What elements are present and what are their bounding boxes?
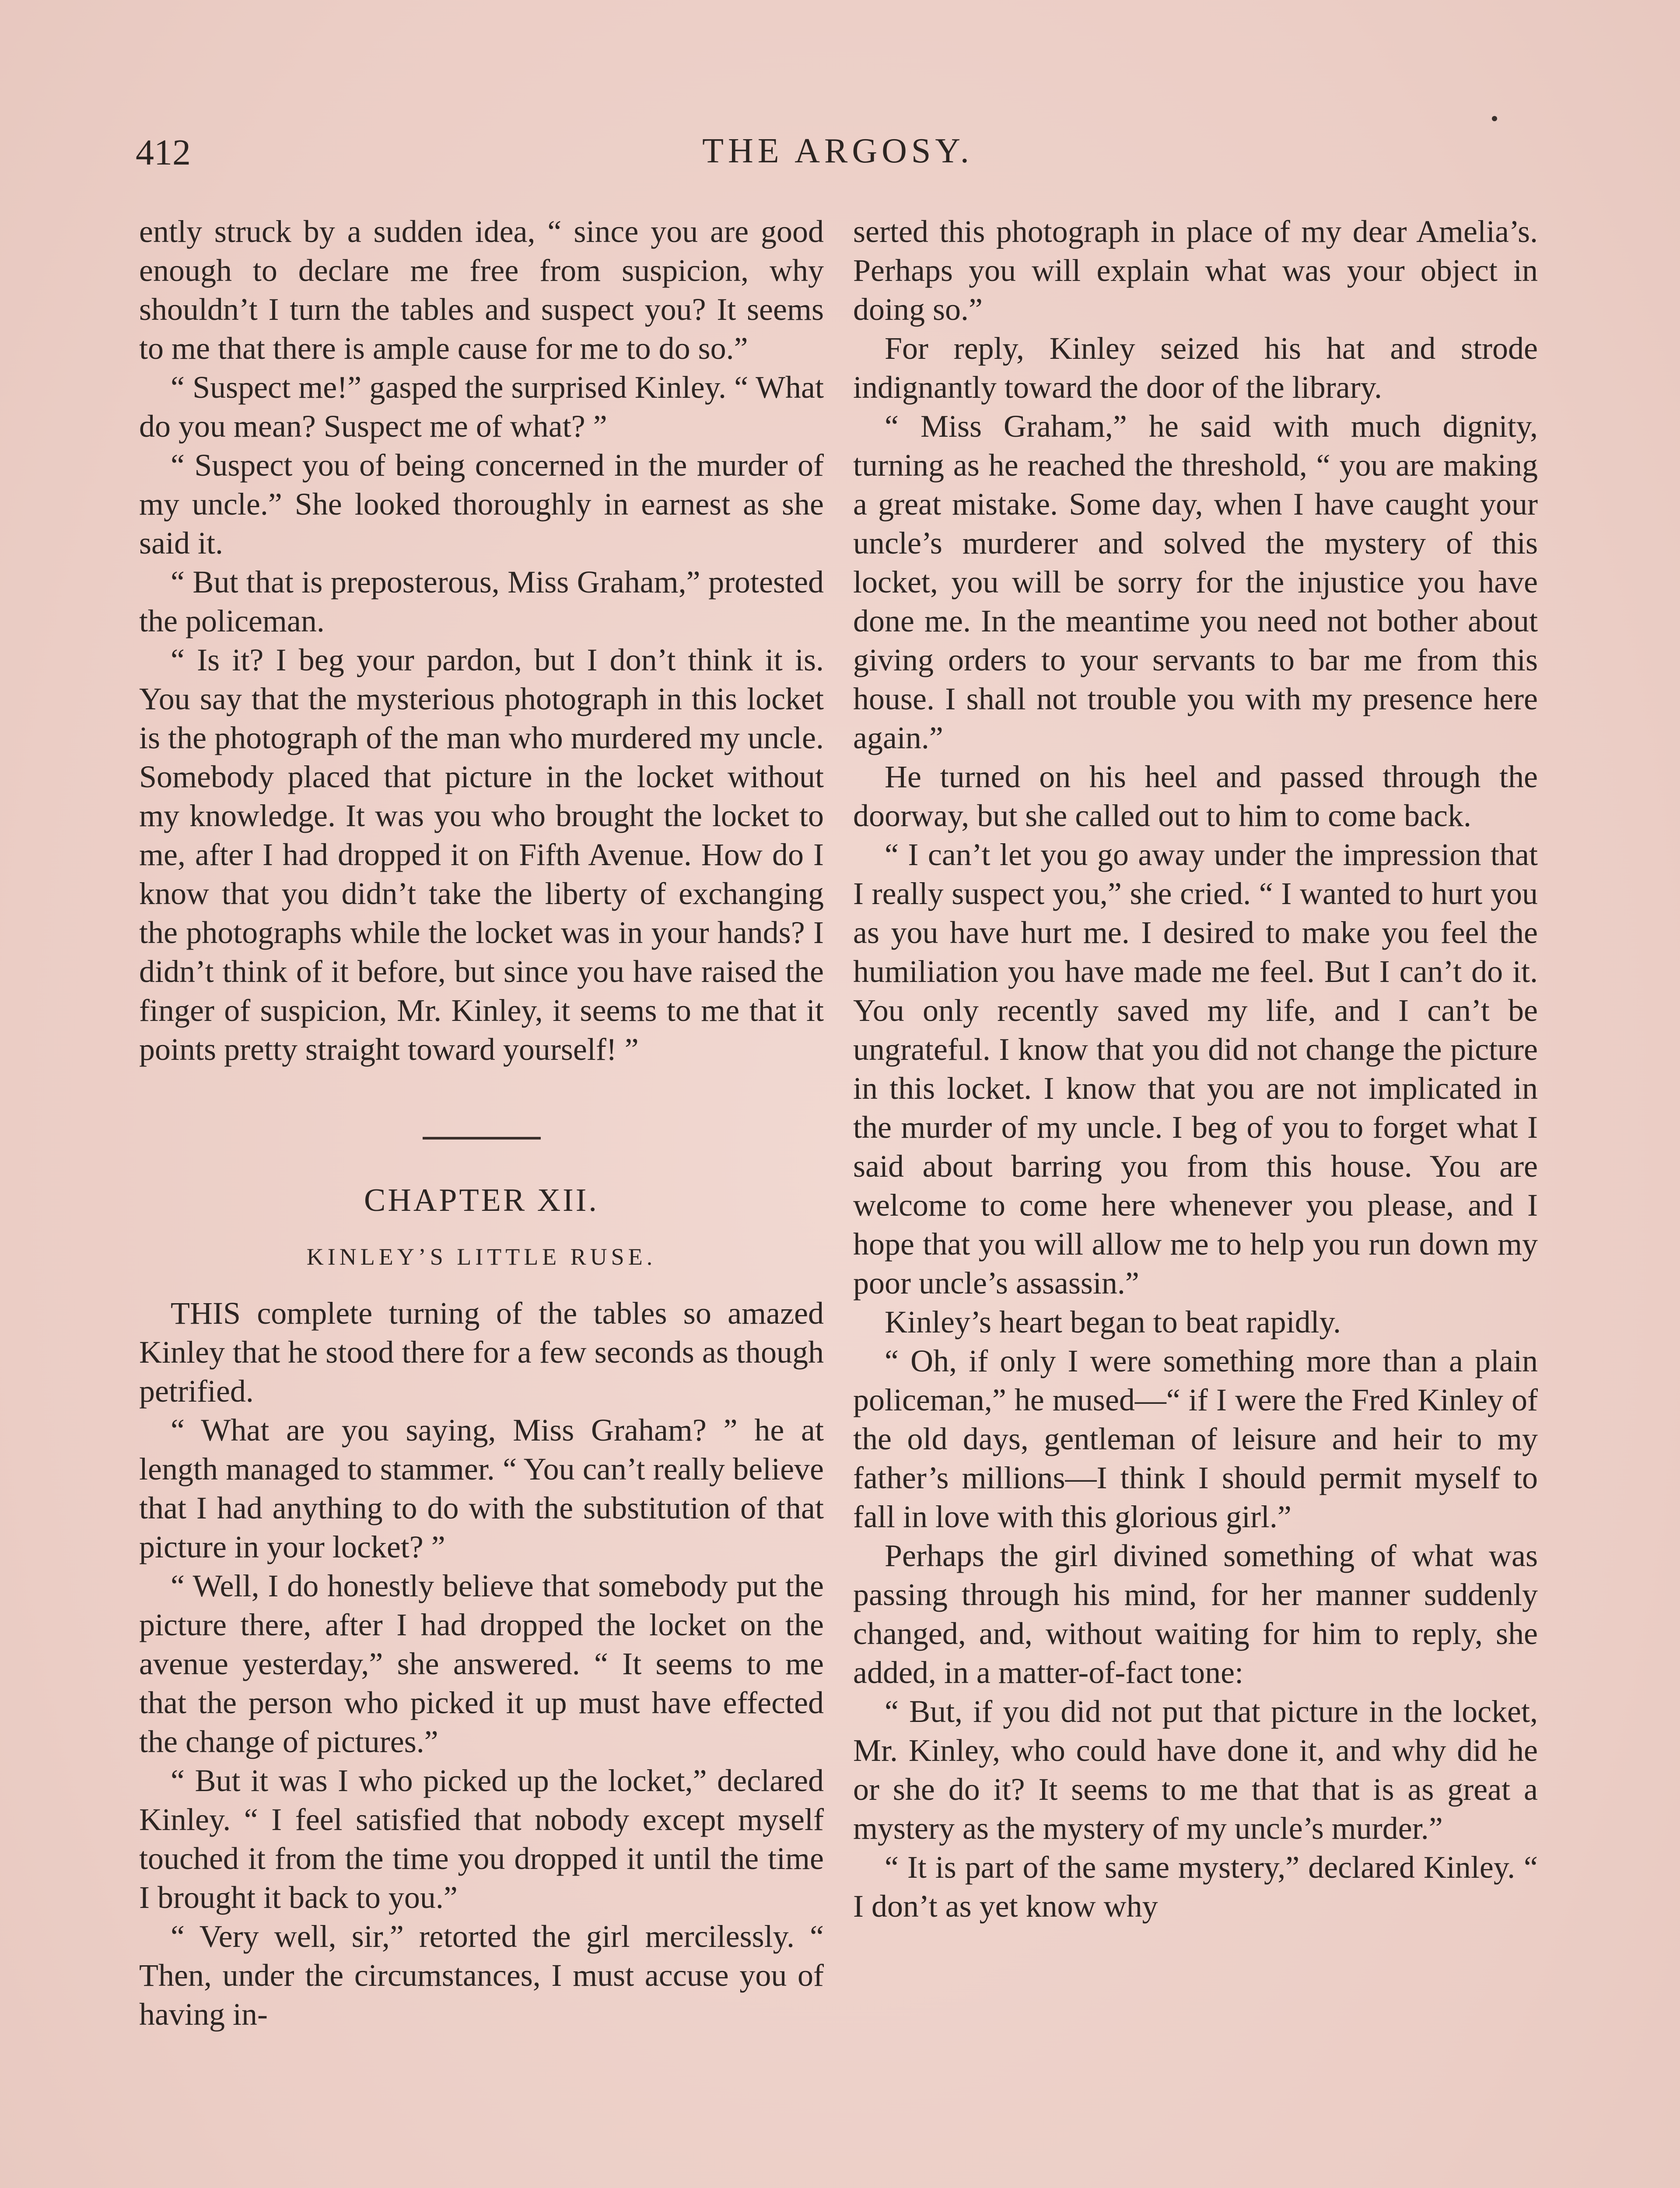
paragraph: “ Oh, if only I were something more than a plain policeman,” he mused—“ if I were the Fred Kinley of the old days, gentleman of leisure and heir to my father’s millions—I think I should permit myself to fall in love with this glorious girl.” <box>853 1343 1538 1534</box>
page-header <box>136 131 1540 179</box>
paragraph: “ Miss Graham,” he said with much dignity, turning as he reached the threshold, “ you are making a great mistake. Some day, when I have caught your uncle’s murderer and solved the mystery of this locket, you will be sorry for the injustice you have done me. In the meantime you need not bother about giving orders to your servants to bar me from this house. I shall not trouble you with my presence here again.” <box>853 409 1538 755</box>
paragraph: Perhaps the girl divined something of what was passing through his mind, for her manner suddenly changed, and, without waiting for him to reply, she added, in a matter-of-fact tone: <box>853 1538 1538 1690</box>
paragraph: ently struck by a sudden idea, “ since you are good enough to declare me free from suspicion, why shouldn’t I turn the tables and suspect you? It seems to me that there is ample cause for me to do so.” <box>139 214 824 366</box>
paragraph: serted this photograph in place of my dear Amelia’s. Perhaps you will explain what was your object in doing so.” <box>853 214 1538 327</box>
paragraph: For reply, Kinley seized his hat and strode indignantly toward the door of the library. <box>853 331 1538 405</box>
running-title: THE ARGOSY. <box>702 132 973 170</box>
paragraph: “ But that is preposterous, Miss Graham,” protested the policeman. <box>139 565 824 638</box>
paragraph: “ But it was I who picked up the locket,” declared Kinley. “ I feel satisfied that nobody except myself touched it from the time you dropped it until the time I brought it back to you.” <box>139 1763 824 1915</box>
print-speck <box>1492 116 1497 121</box>
paragraph: “ It is part of the same mystery,” declared Kinley. “ I don’t as yet know why <box>853 1850 1538 1924</box>
paragraph: “ But, if you did not put that picture in the locket, Mr. Kinley, who could have done it, and why did he or she do it? It seems to me that that is as great a mystery as the mystery of my uncle’s murder.” <box>853 1694 1538 1846</box>
paragraph: “ Well, I do honestly believe that somebody put the picture there, after I had dropped the locket on the avenue yesterday,” she answered. “ It seems to me that the person who picked it up must have effected the change of pictures.” <box>139 1568 824 1759</box>
paragraph: He turned on his heel and passed through the doorway, but she called out to him to come back. <box>853 759 1538 833</box>
paragraph: “ Suspect me!” gasped the surprised Kinley. “ What do you mean? Suspect me of what? ” <box>139 370 824 444</box>
chapter-title: CHAPTER XII. <box>364 1182 599 1218</box>
left-column <box>139 212 824 2034</box>
paragraph: “ Very well, sir,” retorted the girl mercilessly. “ Then, under the circumstances, I must accuse you of having in- <box>139 1919 824 2032</box>
paragraph: “ I can’t let you go away under the impression that I really suspect you,” she cried. “ I wanted to hurt you as you have hurt me. I desired to make you feel the humiliation you have made me feel. But I can’t do it. You only recently saved my life, and I can’t be ungrateful. I know that you did not change the picture in this locket. I know that you are not implicated in the murder of my uncle. I beg of you to forget what I said about barring you from this house. You are welcome to come here whenever you please, and I hope that you will allow me to help you run down my poor uncle’s assassin.” <box>853 837 1538 1301</box>
paragraph: “ Is it? I beg your pardon, but I don’t think it is. You say that the mysterious photograph in this locket is the photograph of the man who murdered my uncle. Somebody placed that picture in the locket without my knowledge. It was you who brought the locket to me, after I had dropped it on Fifth Avenue. How do I know that you didn’t take the liberty of exchanging the photographs while the locket was in your hands? I didn’t think of it before, but since you have raised the finger of suspicion, Mr. Kinley, it seems to me that it points pretty straight toward yourself! ” <box>139 642 824 1067</box>
paragraph: “ Suspect you of being concerned in the murder of my uncle.” She looked thoroughly in earnest as she said it. <box>139 448 824 561</box>
page-number: 412 <box>136 132 191 173</box>
chapter-subtitle: KINLEY’S LITTLE RUSE. <box>306 1244 657 1270</box>
paragraph: “ What are you saying, Miss Graham? ” he at length managed to stammer. “ You can’t really believe that I had anything to do with the substitution of that picture in your locket? ” <box>139 1413 824 1564</box>
paragraph: Kinley’s heart began to beat rapidly. <box>885 1304 1341 1339</box>
paragraph: THIS complete turning of the tables so amazed Kinley that he stood there for a few seconds as though petrified. <box>139 1296 824 1409</box>
right-column <box>853 212 1538 1926</box>
section-divider <box>423 1137 541 1140</box>
